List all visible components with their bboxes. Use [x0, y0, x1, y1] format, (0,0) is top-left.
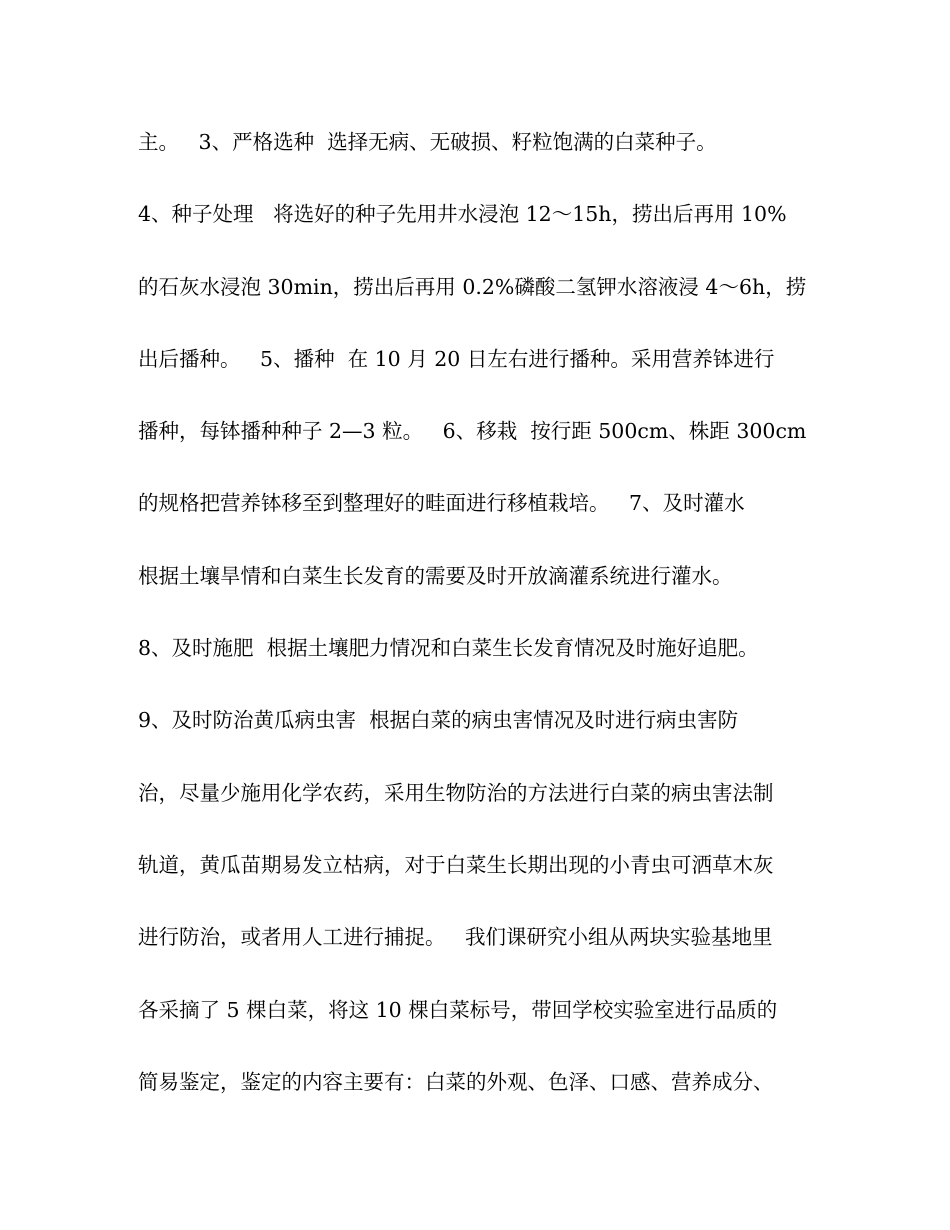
text-line: 9、及时防治黄瓜病虫害 根据白菜的病虫害情况及时进行病虫害防	[138, 708, 739, 733]
text-line: 进行防治，或者用人工进行捕捉。 我们课研究小组从两块实验基地里	[138, 925, 773, 950]
text-line: 各采摘了 5 棵白菜，将这 10 棵白菜标号，带回学校实验室进行品质的	[138, 997, 778, 1022]
text-line: 简易鉴定，鉴定的内容主要有：白菜的外观、色泽、口感、营养成分、	[138, 1069, 774, 1094]
text-line: 治，尽量少施用化学农药，采用生物防治的方法进行白菜的病虫害法制	[138, 780, 774, 805]
text-line: 8、及时施肥 根据土壤肥力情况和白菜生长发育情况及时施好追肥。	[138, 636, 759, 661]
text-line: 出后播种。 5、播种 在 10 月 20 日左右进行播种。采用营养钵进行	[138, 346, 775, 371]
text-line: 主。 3、严格选种 选择无病、无破损、籽粒饱满的白菜种子。	[138, 130, 717, 154]
text-line: 根据土壤旱情和白菜生长发育的需要及时开放滴灌系统进行灌水。	[138, 563, 733, 588]
text-line: 播种，每钵播种种子 2—3 粒。 6、移栽 按行距 500cm、株距 300cm	[138, 419, 807, 444]
text-line: 的规格把营养钵移至到整理好的畦面进行移植栽培。 7、及时灌水	[138, 491, 745, 516]
text-line: 4、种子处理 将选好的种子先用井水浸泡 12～15h，捞出后再用 10%	[138, 202, 787, 227]
text-line: 的石灰水浸泡 30min，捞出后再用 0.2%磷酸二氢钾水溶液浸 4～6h，捞	[138, 274, 807, 299]
document-body	[138, 124, 828, 1136]
text-line: 轨道，黄瓜苗期易发立枯病，对于白菜生长期出现的小青虫可洒草木灰	[138, 852, 774, 877]
